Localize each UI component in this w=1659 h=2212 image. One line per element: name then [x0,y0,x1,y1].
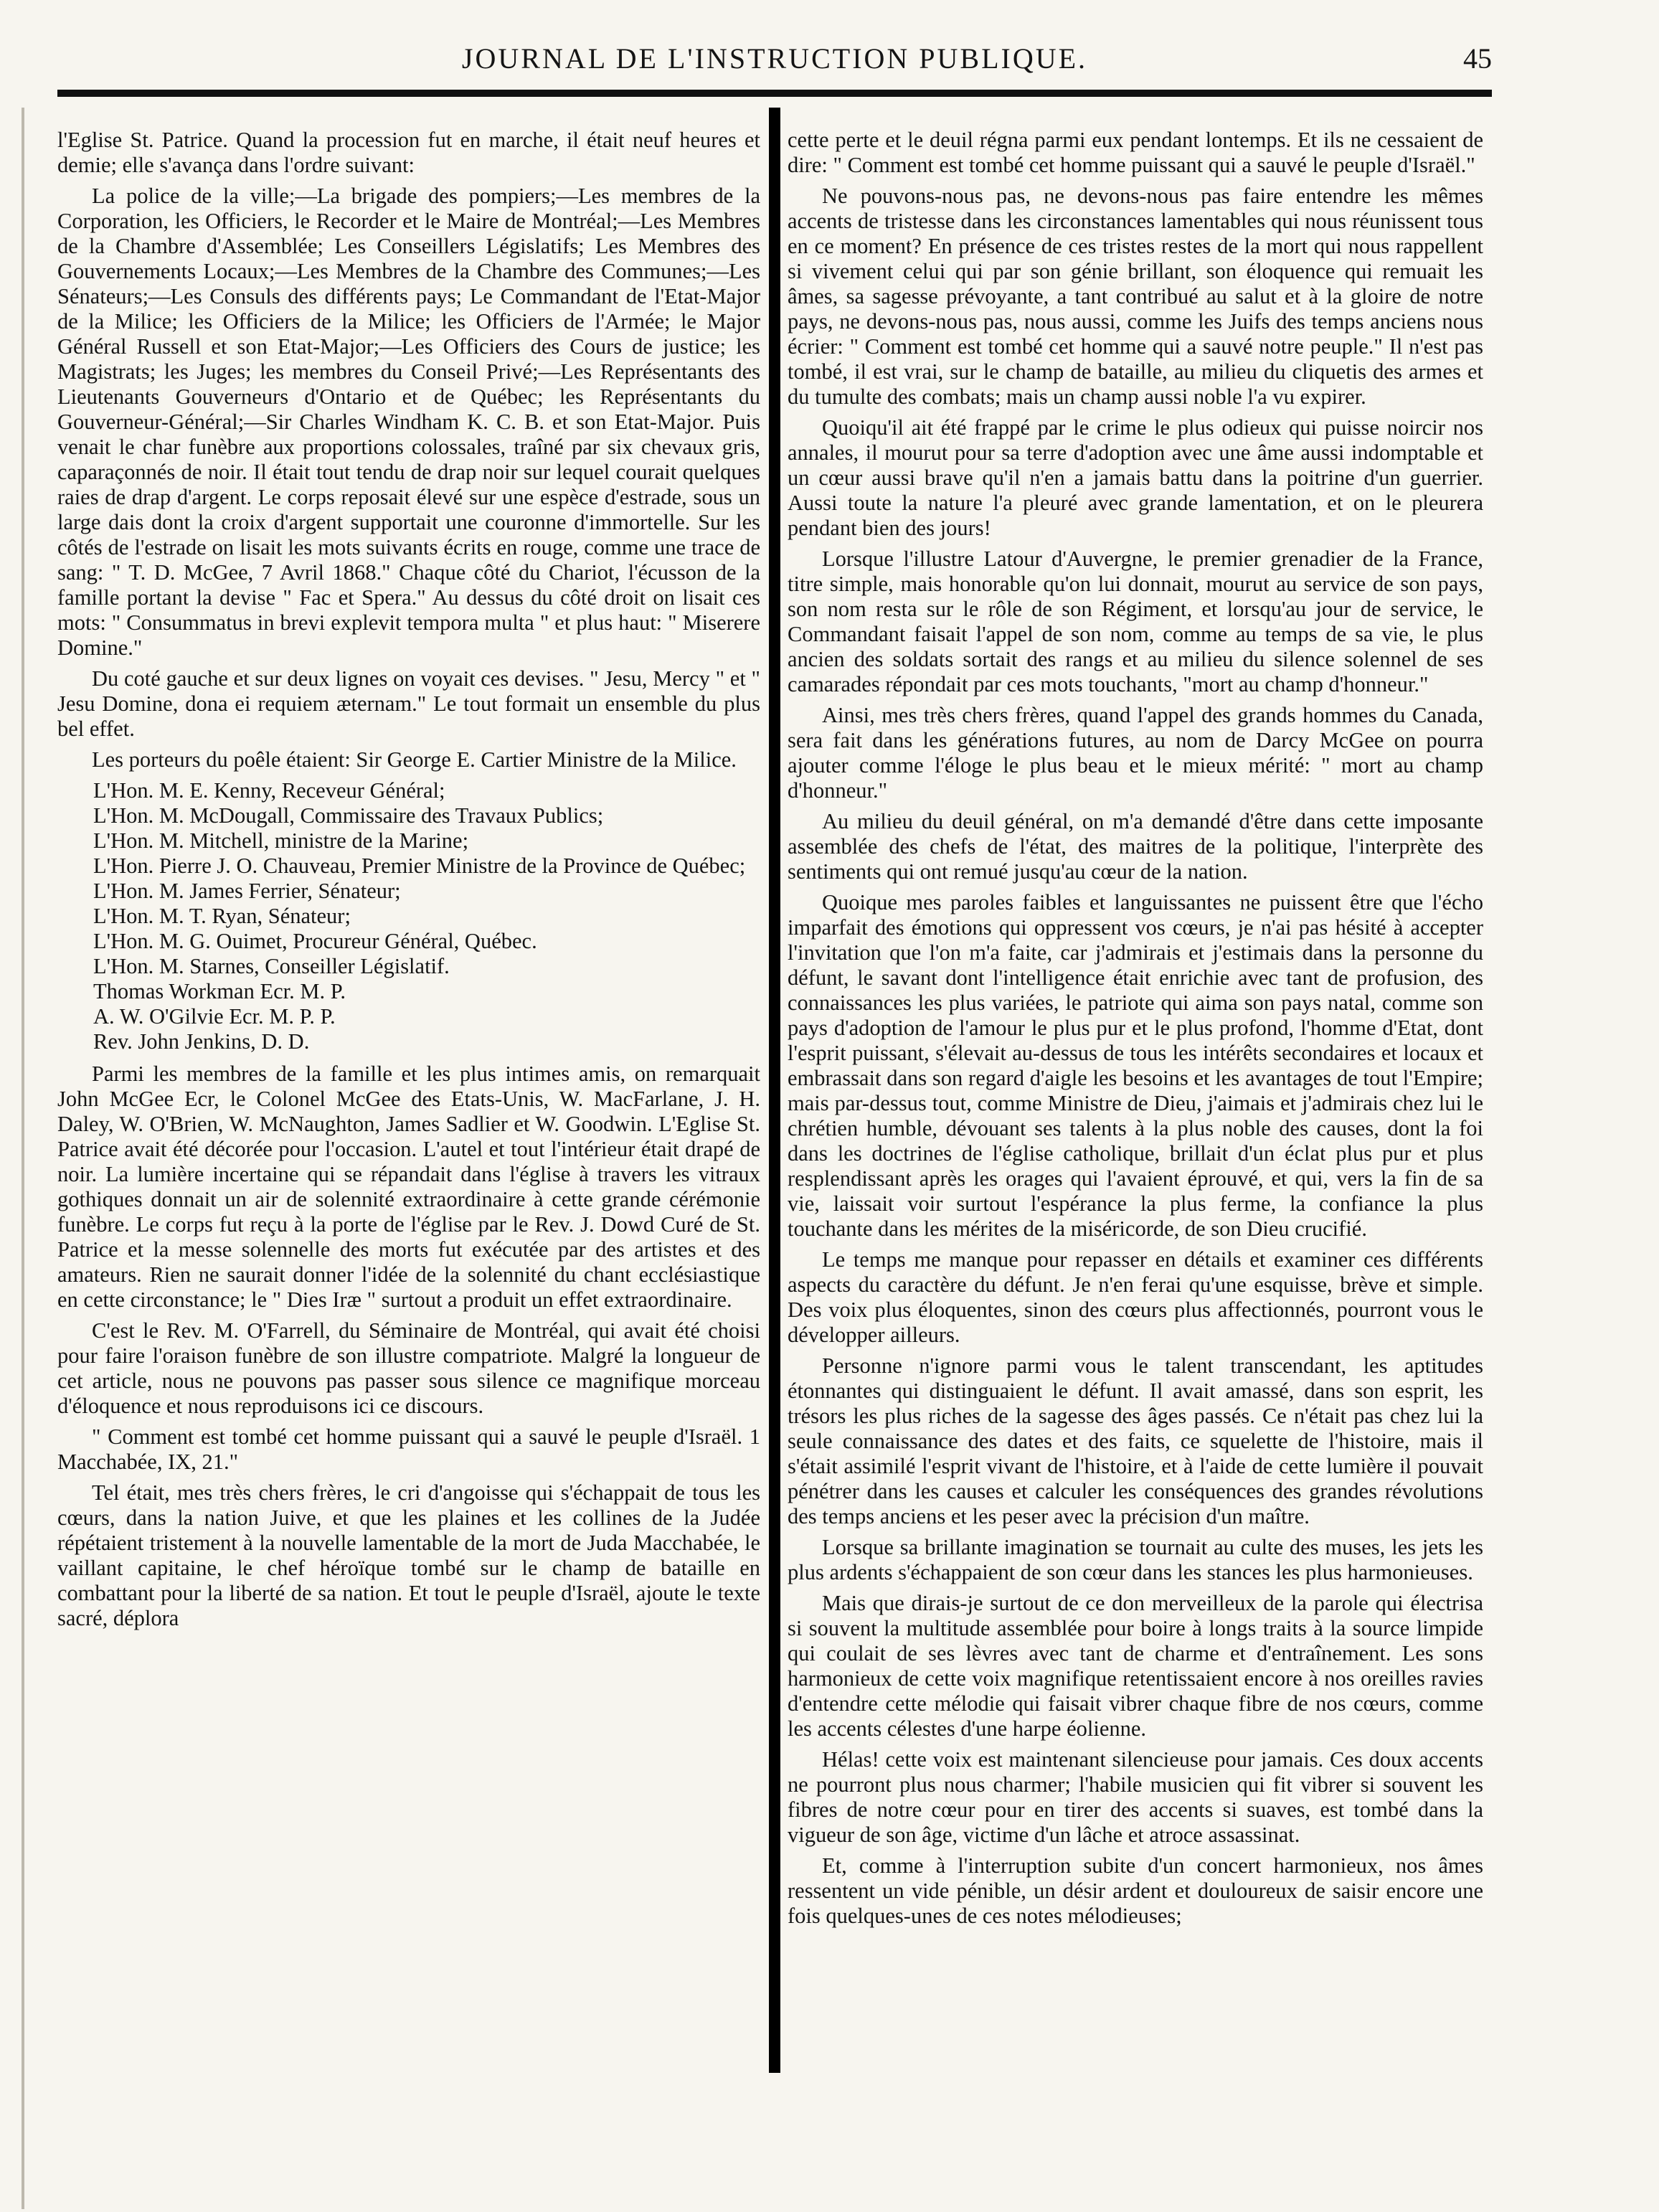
list-item: L'Hon. M. Mitchell, ministre de la Marine; [93,828,469,853]
list-item: L'Hon. M. Starnes, Conseiller Législatif. [93,954,450,978]
paragraph: l'Eglise St. Patrice. Quand la procession fut en marche, il était neuf heures et demie; elle s'avança dans l'ordre suivant: [57,128,760,177]
paragraph: cette perte et le deuil régna parmi eux pendant lontemps. Et ils ne cessaient de dire: " Comment est tombé cet homme puissant qui a sauvé le peuple d'Israël." [788,128,1483,177]
left-column [57,128,760,1637]
paragraph: Et, comme à l'interruption subite d'un concert harmonieux, nos âmes ressentent un vide pénible, un désir ardent et douloureux de saisir encore une fois quelques-unes de ces notes mélodieuses; [788,1853,1483,1928]
paragraph: C'est le Rev. M. O'Farrell, du Séminaire de Montréal, qui avait été choisi pour faire l'oraison funèbre de son illustre compatriote. Malgré la longueur de cet article, nous ne pouvons pas passer sous silence ce magnifique morceau d'éloquence et nous reproduisons ici ce discours. [57,1318,760,1418]
list-item: L'Hon. M. G. Ouimet, Procureur Général, Québec. [93,929,537,953]
paragraph: Les porteurs du poêle étaient: Sir George E. Cartier Ministre de la Milice. [92,747,737,772]
list-item: Thomas Workman Ecr. M. P. [93,979,346,1003]
paragraph: Ne pouvons-nous pas, ne devons-nous pas faire entendre les mêmes accents de tristesse dans les circonstances lamentables qui nous réunissent tous en ce moment? En présence de ces tristes restes de la mort qui nous rappellent si vivement celui qui par son génie brillant, son éloquence qui remuait les âmes, sa sagesse prévoyante, a tant contribué au salut et à la gloire de notre pays, ne devons-nous pas, nous aussi, comme les Juifs des temps anciens nous écrier: " Comment est tombé cet homme qui a sauvé notre peuple." Il n'est pas tombé, il est vrai, sur le champ de bataille, au milieu du cliquetis des armes et du tumulte des combats; mais un champ aussi noble l'a vu expirer. [788,184,1483,409]
paragraph: Personne n'ignore parmi vous le talent transcendant, les aptitudes étonnantes qui distinguaient le défunt. Il avait amassé, dans son esprit, les trésors les plus riches de la sagesse des âges passés. Ce n'était pas chez lui la seule connaissance des dates et des faits, ce squelette de l'histoire, mais il s'était assimilé l'esprit vivant de l'histoire, et à l'aide de cette lumière il pouvait pénétrer dans les causes et calculer les conséquences des grandes révolutions des temps anciens et les peser avec la précision d'un maître. [788,1353,1483,1528]
pallbearers-list [57,778,760,1054]
list-item: L'Hon. M. James Ferrier, Sénateur; [93,879,401,903]
paragraph: Le temps me manque pour repasser en détails et examiner ces différents aspects du caractère du défunt. Je n'en ferai qu'une esquisse, brève et simple. Des voix plus éloquentes, sinon des cœurs plus affectionnés, pourront vous le développer ailleurs. [788,1247,1483,1347]
page-number: 45 [1463,42,1492,75]
right-column [788,128,1483,1934]
list-item: L'Hon. M. McDougall, Commissaire des Travaux Publics; [93,803,604,828]
paragraph: Ainsi, mes très chers frères, quand l'appel des grands hommes du Canada, sera fait dans les générations futures, au nom de Darcy McGee on pourra ajouter comme l'éloge le plus beau et le mieux mérité: " mort au champ d'honneur." [788,703,1483,803]
paragraph: Mais que dirais-je surtout de ce don merveilleux de la parole qui électrisa si souvent la multitude assemblée pour boire à longs traits à la source limpide qui coulait de ses lèvres avec tant de charme et d'entraînement. Les sons harmonieux de cette voix magnifique retentissaient encore à nos oreilles ravies d'entendre cette mélodie qui faisait vibrer chaque fibre de nos cœurs, comme les accents célestes d'une harpe éolienne. [788,1591,1483,1741]
paragraph: Quoique mes paroles faibles et languissantes ne puissent être que l'écho imparfait des émotions qui oppressent vos cœurs, je n'ai pas hésité à accepter l'invitation que l'on m'a faite, car j'admirais et j'estimais dans la personne du défunt, le savant dont l'intelligence était enrichie avec tant de profusion, des connaissances les plus variées, le patriote qui aima son pays natal, comme son pays d'adoption de l'amour le plus pur et le plus profond, l'homme d'Etat, dont l'esprit puissant, s'élevait au-dessus de tous les intérêts secondaires et locaux et embrassait dans son regard d'aigle les besoins et les avantages de tout l'Empire; mais par-dessus tout, comme Ministre de Dieu, j'aimais et j'admirais chez lui le chrétien humble, dévouant ses talents à la plus noble des causes, dont la foi dans les doctrines de l'église catholique, brillait d'un éclat plus pur et plus resplendissant après les orages qui l'avaient éprouvé, et qui, vers la fin de sa vie, laissait voir surtout l'espérance la plus ferme, la confiance la plus touchante dans les mérites de la miséricorde, de son Dieu crucifié. [788,890,1483,1241]
paragraph: Hélas! cette voix est maintenant silencieuse pour jamais. Ces doux accents ne pourront plus nous charmer; l'habile musicien qui fit vibrer si souvent les fibres de notre cœur pour en tirer des accents si suaves, est tombé dans la vigueur de son âge, victime d'un lâche et atroce assassinat. [788,1747,1483,1847]
paragraph: Du coté gauche et sur deux lignes on voyait ces devises. " Jesu, Mercy " et " Jesu Domine, dona ei requiem æternam." Le tout formait un ensemble du plus bel effet. [57,666,760,741]
running-header [57,36,1492,86]
paragraph: Quoiqu'il ait été frappé par le crime le plus odieux qui puisse noircir nos annales, il mourut pour sa terre d'adoption avec une âme aussi indomptable et un cœur aussi brave qu'il n'en a jamais battu dans la poitrine d'un guerrier. Aussi toute la nature l'a pleuré avec grande lamentation, et on le pleurera pendant bien des jours! [788,415,1483,540]
list-item: Rev. John Jenkins, D. D. [93,1029,310,1054]
list-item: L'Hon. M. T. Ryan, Sénateur; [93,904,351,928]
scripture-quote: " Comment est tombé cet homme puissant qui a sauvé le peuple d'Israël. 1 Macchabée, IX, 21." [57,1424,760,1474]
page-edge-shadow [22,108,24,2209]
journal-title: JOURNAL DE L'INSTRUCTION PUBLIQUE. [461,42,1088,75]
paragraph: Au milieu du deuil général, on m'a demandé d'être dans cette imposante assemblée des chefs de l'état, des maitres de la politique, l'interprète des sentiments qui ont remué jusqu'au cœur de la nation. [788,809,1483,884]
paragraph: Lorsque l'illustre Latour d'Auvergne, le premier grenadier de la France, titre simple, mais honorable qu'on lui donnait, mourut au service de son pays, son nom resta sur le rôle de son Régiment, et lorsqu'au jour de service, le Commandant faisait l'appel de son nom, comme au temps de sa vie, le plus ancien des soldats sortait des rangs et au milieu du silence solennel de ses camarades répondait par ces mots touchants, "mort au champ d'honneur." [788,547,1483,696]
paragraph: Tel était, mes très chers frères, le cri d'angoisse qui s'échappait de tous les cœurs, dans la nation Juive, et que les plaines et les collines de la Judée répétaient tristement à la nouvelle lamentable de la mort de Juda Macchabée, le vaillant capitaine, le chef héroïque tombé sur le champ de bataille en combattant pour la liberté de sa nation. Et tout le peuple d'Israël, ajoute le texte sacré, déplora [57,1480,760,1630]
paragraph: La police de la ville;—La brigade des pompiers;—Les membres de la Corporation, les Officiers, le Recorder et le Maire de Montréal;—Les Membres de la Chambre d'Assemblée; Les Conseillers Législatifs; Les Membres des Gouvernements Locaux;—Les Membres de la Chambre des Communes;—Les Sénateurs;—Les Consuls des différents pays; Le Commandant de l'Etat-Major de la Milice; les Officiers de la Milice; les Officiers de l'Armée; le Major Général Russell et son Etat-Major;—Les Officiers des Cours de justice; les Magistrats; les Juges; les membres du Conseil Privé;—Les Représentants des Lieutenants Gouverneurs d'Ontario et de Québec; les Représentants du Gouverneur-Général;—Sir Charles Windham K. C. B. et son Etat-Major. Puis venait le char funèbre aux proportions colossales, traîné par six chevaux gris, caparaçonnés de noir. Il était tout tendu de drap noir sur lequel courait quelques raies de drap d'argent. Le corps reposait élevé sur une espèce d'estrade, sous un large dais dont la croix d'argent supportait une couronne d'immortelle. Sur les côtés de l'estrade on lisait les mots suivants écrits en rouge, comme une trace de sang: " T. D. McGee, 7 Avril 1868." Chaque côté du Chariot, l'écusson de la famille portant la devise " Fac et Spera." Au dessus du côté droit on lisait ces mots: " Consummatus in brevi explevit tempora multa " et plus haut: " Miserere Domine." [57,184,760,660]
paragraph: Lorsque sa brillante imagination se tournait au culte des muses, les jets les plus ardents s'échappaient de son cœur dans les stances les plus harmonieuses. [788,1535,1483,1584]
paragraph: Parmi les membres de la famille et les plus intimes amis, on remarquait John McGee Ecr, le Colonel McGee des Etats-Unis, W. MacFarlane, J. H. Daley, W. O'Brien, W. McNaughton, James Sadlier et W. Goodwin. L'Eglise St. Patrice avait été décorée pour l'occasion. L'autel et tout l'intérieur était drapé de noir. La lumière incertaine qui se répandait dans l'église à travers les vitraux gothiques donnait un air de solennité extraordinaire à cette grande cérémonie funèbre. Le corps fut reçu à la porte de l'église par le Rev. J. Dowd Curé de St. Patrice et la messe solennelle des morts fut exécutée par des artistes et des amateurs. Rien ne saurait donner l'idée de la solennité du chant ecclésiastique en cette circonstance; le " Dies Iræ " surtout a produit un effet extraordinaire. [57,1062,760,1312]
header-rule [57,90,1492,97]
list-item: A. W. O'Gilvie Ecr. M. P. P. [93,1004,336,1029]
list-item: L'Hon. M. E. Kenny, Receveur Général; [93,778,445,803]
column-divider [769,108,780,2073]
list-item: L'Hon. Pierre J. O. Chauveau, Premier Ministre de la Province de Québec; [93,854,746,878]
